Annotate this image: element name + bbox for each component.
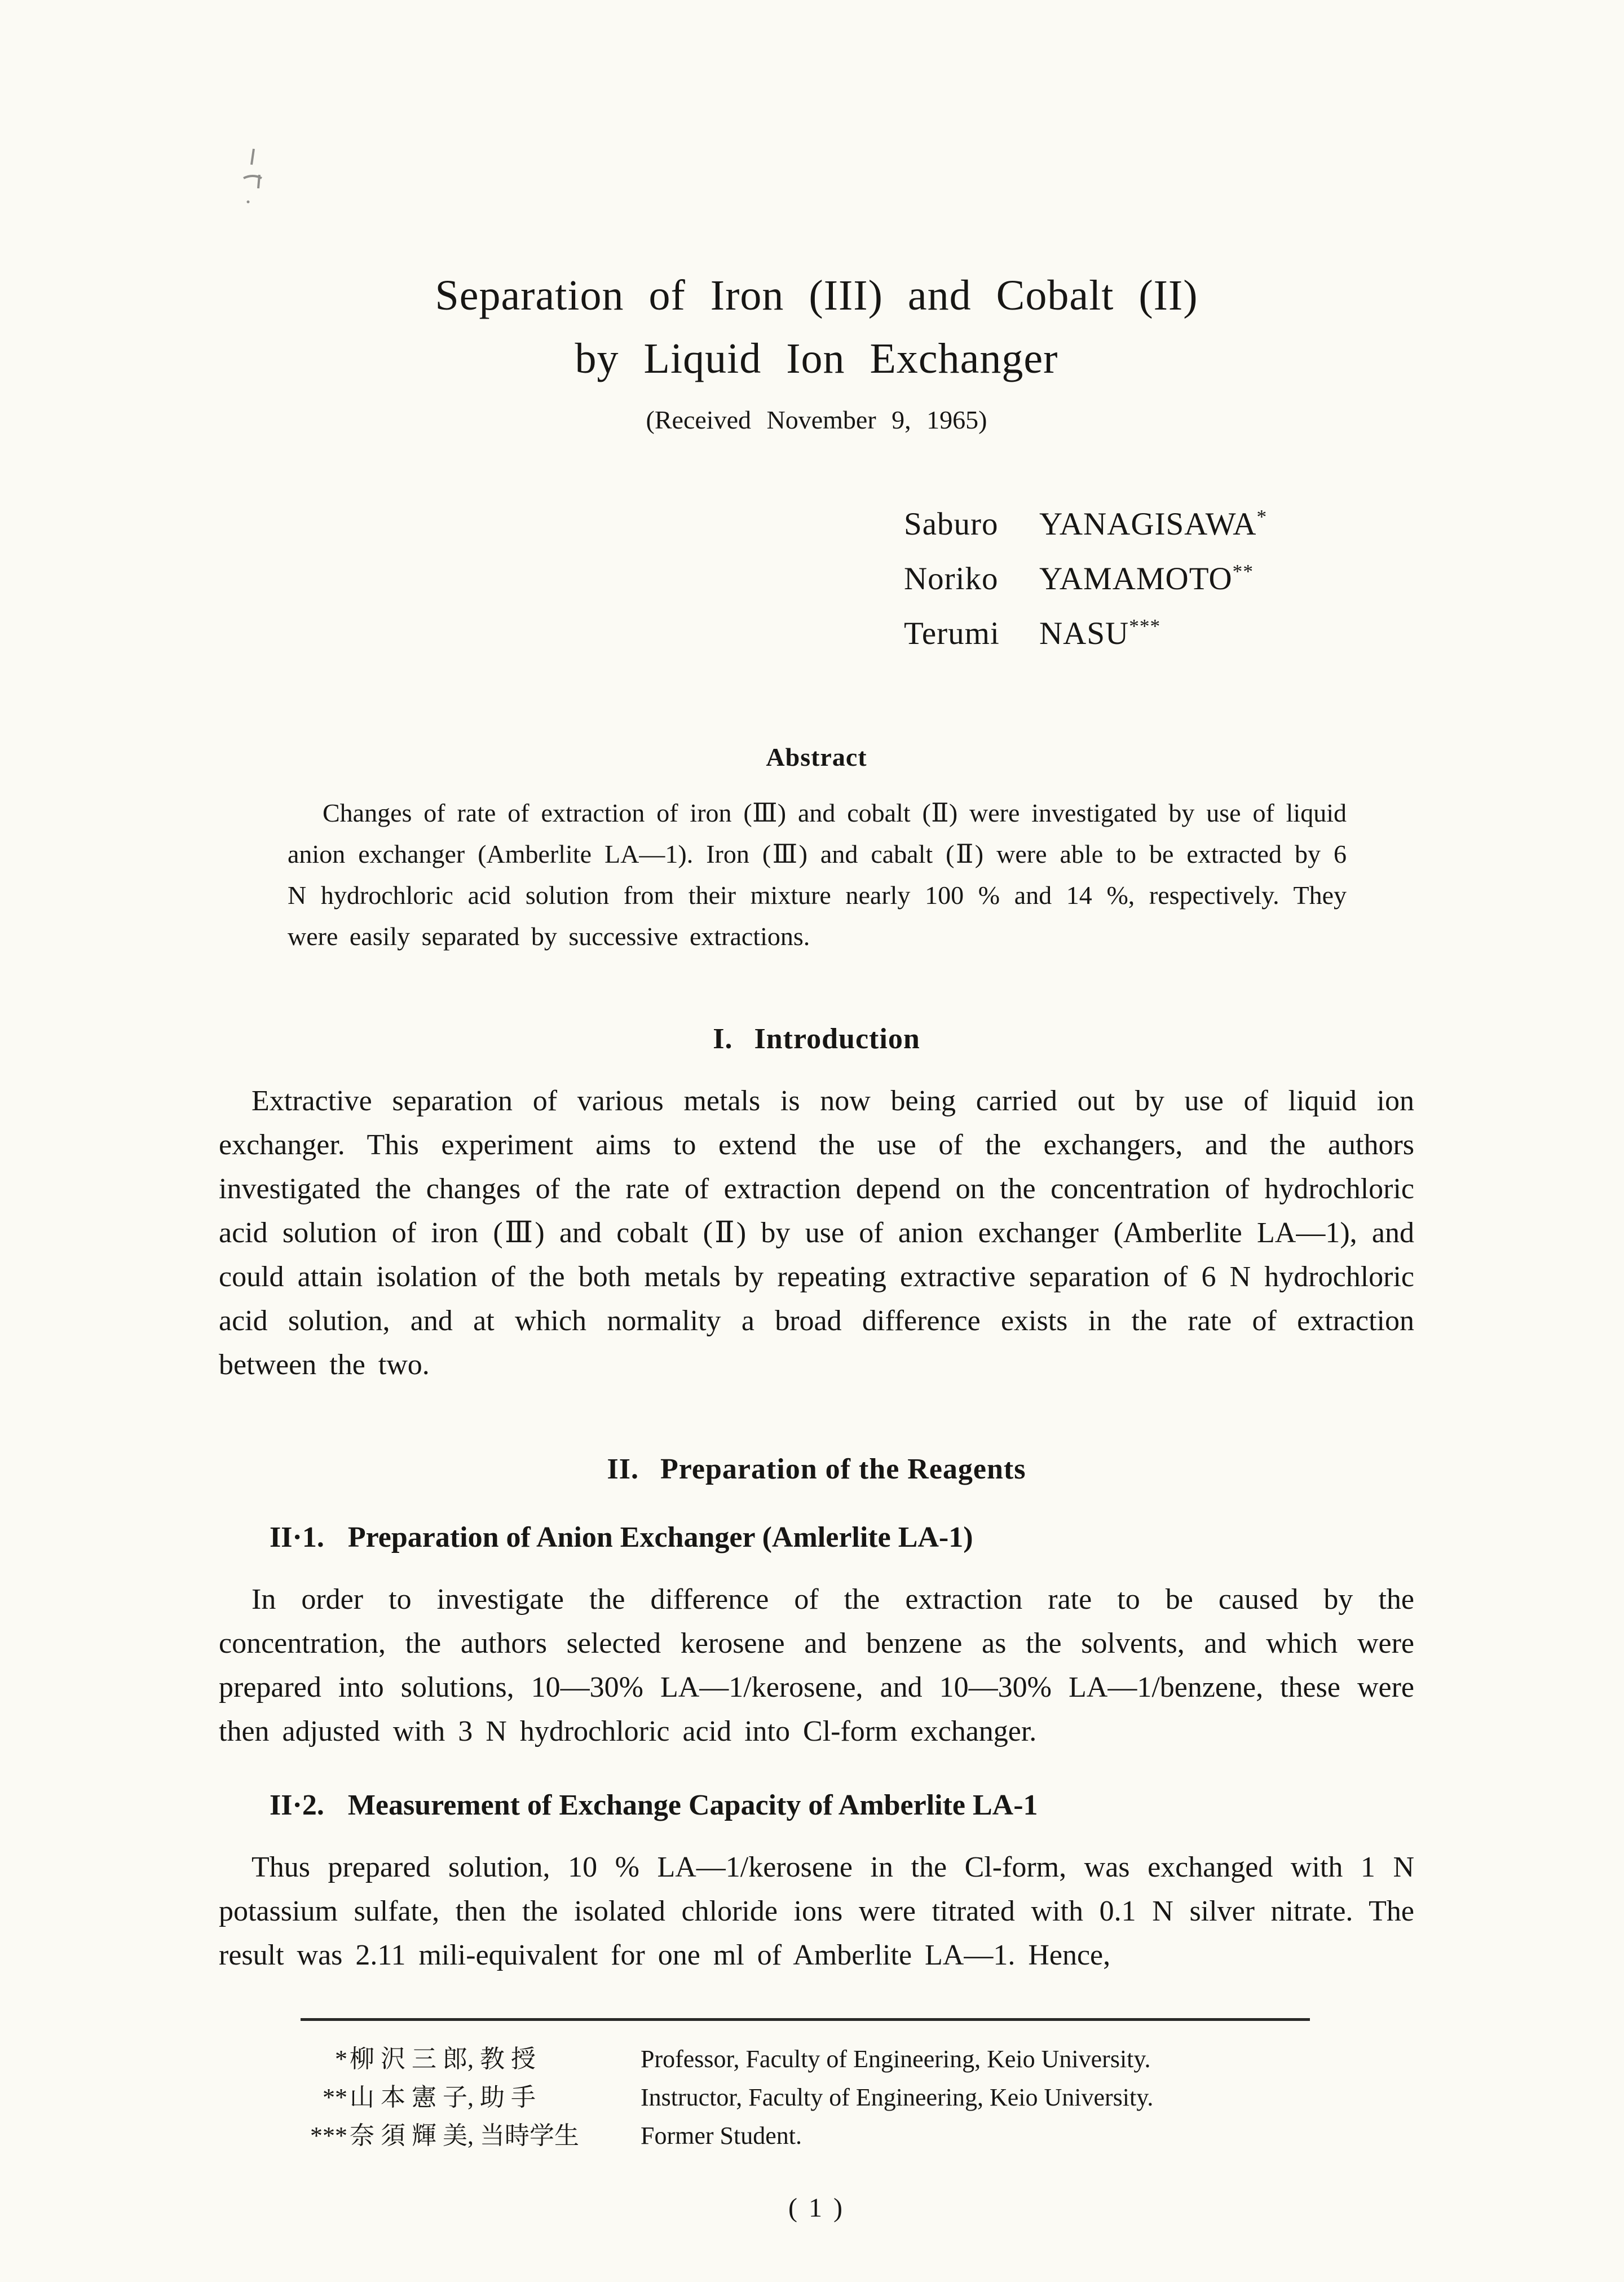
author-row — [904, 603, 1414, 657]
abstract-heading: Abstract — [766, 743, 867, 771]
paper-content — [219, 0, 1414, 2223]
author-given-name: Saburo — [904, 506, 999, 542]
author-given-name: Terumi — [904, 616, 1000, 651]
footnote-affiliation: Instructor, Faculty of Engineering, Keio University. — [641, 2084, 1154, 2111]
page-number: ( 1 ) — [788, 2193, 845, 2223]
author-family-name: NASU — [1039, 616, 1129, 651]
section-heading-introduction — [219, 1022, 1414, 1056]
author-footnote-mark: * — [1256, 506, 1268, 528]
footnote-japanese-name: 山 本 憲 子, 助 手 — [350, 2084, 536, 2111]
author-row — [904, 493, 1414, 548]
footnote-japanese-name: 奈 須 輝 美, 当時学生 — [350, 2122, 579, 2149]
footnote-rule — [301, 2018, 1310, 2021]
author-family-name: YAMAMOTO — [1039, 561, 1233, 597]
subsection-heading-anion-exchanger — [270, 1521, 1414, 1554]
footnote-affiliation: Professor, Faculty of Engineering, Keio University. — [641, 2045, 1151, 2073]
anion-exchanger-paragraph: In order to investigate the difference of the extraction rate to be caused by the concentration, the authors selected kerosene and benzene as the solvents, and which were prepared into solutions, 10—30% LA—1/kerosene, and 10—30% LA—1/benzene, these were then adjusted with 3 N hydrochloric acid into Cl-form exchanger. — [219, 1583, 1414, 1747]
section-heading-preparation — [219, 1453, 1414, 1486]
introduction-paragraph: Extractive separation of various metals is now being carried out by use of liquid ion exchanger. This experiment aims to extend the use of the exchangers, and the authors investigated the changes of the rate of extraction depend on the concentration of hydrochloric acid solution of iron (Ⅲ) and cobalt (Ⅱ) by use of anion exchanger (Amberlite LA—1), and could attain isolation of the both metals by repeating extractive separation of 6 N hydrochloric acid solution, and at which normality a broad difference exists in the rate of extraction between the two. — [219, 1085, 1414, 1381]
title-line-1: Separation of Iron (III) and Cobalt (II) — [435, 272, 1198, 319]
received-date: (Received November 9, 1965) — [646, 405, 987, 434]
subsection-title: Measurement of Exchange Capacity of Amberlite LA-1 — [347, 1789, 1038, 1821]
title-line-2: by Liquid Ion Exchanger — [575, 335, 1058, 382]
author-footnote-mark: ** — [1232, 560, 1254, 582]
abstract-text: Changes of rate of extraction of iron (Ⅲ) and cobalt (Ⅱ) were investigated by use of liquid anion exchanger (Amberlite LA—1). Iron (Ⅲ) and cabalt (Ⅱ) were able to be extracted by 6 N hydrochloric acid solution from their mixture nearly 100 % and 14 %, respectively. They were easily separated by successive extractions. — [288, 798, 1347, 951]
author-row — [904, 548, 1414, 603]
paper-title — [219, 264, 1414, 390]
subsection-heading-exchange-capacity — [270, 1789, 1414, 1822]
exchange-capacity-paragraph: Thus prepared solution, 10 % LA—1/kerosene in the Cl-form, was exchanged with 1 N potassium sulfate, then the isolated chloride ions were titrated with 0.1 N silver nitrate. The result was 2.11 mili-equivalent for one ml of Amberlite LA—1. Hence, — [219, 1851, 1414, 1971]
footnote-row — [286, 2040, 1414, 2078]
section-title: Introduction — [754, 1023, 920, 1055]
subsection-title: Preparation of Anion Exchanger (Amlerlite LA-1) — [347, 1521, 973, 1553]
author-family-name: YANAGISAWA — [1039, 506, 1257, 542]
section-title: Preparation of the Reagents — [660, 1453, 1026, 1485]
footnote-japanese-name: 柳 沢 三 郎, 教 授 — [350, 2045, 536, 2073]
authors-block — [904, 493, 1414, 657]
subsection-number: II·1. — [270, 1521, 324, 1553]
footnote-affiliation: Former Student. — [641, 2122, 802, 2149]
footnote-mark: * — [335, 2045, 347, 2073]
footnotes — [286, 2040, 1414, 2155]
author-given-name: Noriko — [904, 561, 999, 597]
footnote-mark: ** — [323, 2084, 347, 2111]
footnote-row — [286, 2078, 1414, 2117]
subsection-number: II·2. — [270, 1789, 324, 1821]
section-number: I. — [713, 1023, 733, 1055]
author-footnote-mark: *** — [1129, 615, 1161, 637]
footnote-mark: *** — [310, 2122, 347, 2149]
section-number: II. — [607, 1453, 639, 1485]
footnote-row — [286, 2117, 1414, 2155]
